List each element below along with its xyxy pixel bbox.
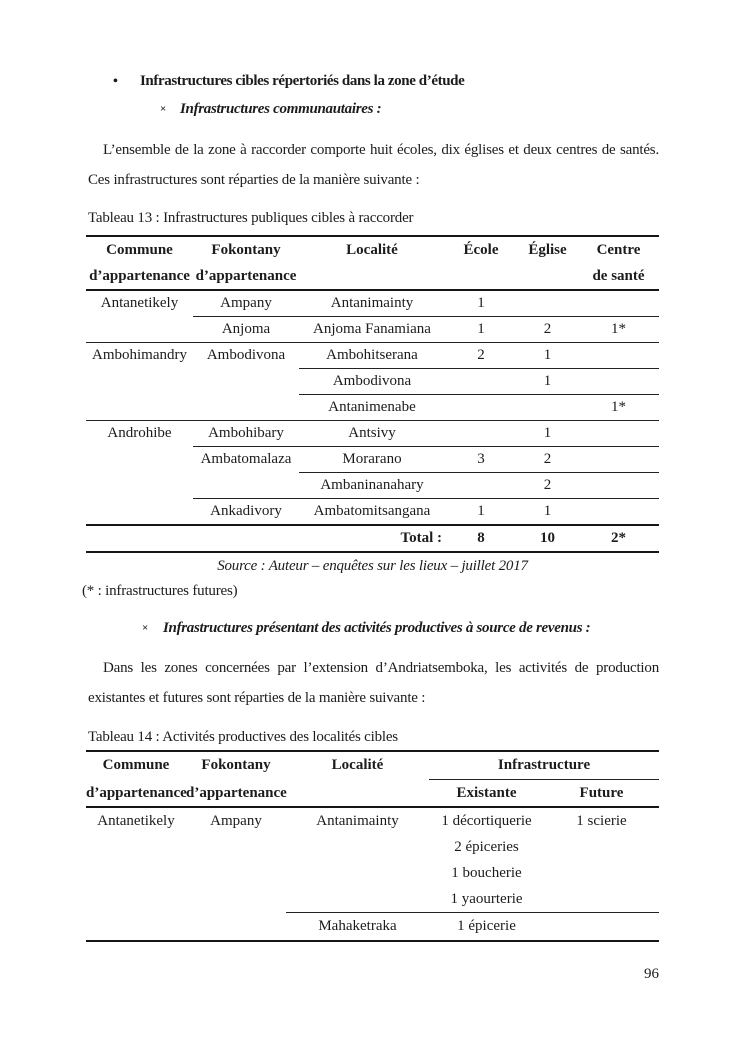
table-cell [186,913,286,942]
cross-bullet-icon: × [160,103,167,115]
table-header-row [86,751,659,780]
table-header-cell: Fokontany d’appartenance [193,236,299,290]
paragraph-1 [88,135,659,195]
table-cell: 1 [517,343,578,369]
table-cell [578,343,659,369]
bullet-heading [113,71,659,92]
table-header-cell: Localité [299,236,445,290]
table-row [86,343,659,369]
table-cell: 2 [517,447,578,473]
table-cell: Antanetikely [97,813,175,829]
table-cell [86,447,193,473]
sub-heading-productives [142,618,659,638]
table-cell: Antsivy [299,421,445,447]
table-cell [445,421,517,447]
table-row [86,395,659,421]
table-cell [578,473,659,499]
sub-heading-communautaires [160,99,659,119]
table-cell [193,369,299,395]
table-row [86,369,659,395]
table-cell: 1 [543,503,552,519]
table-cell: 2 [517,473,578,499]
page-number: 96 [644,966,659,982]
table-header-cell: Église [517,236,578,290]
table-13-caption: Tableau 13 : Infrastructures publiques cibles à raccorder [88,210,414,226]
table-cell: 1* [578,317,659,343]
bullet-heading-text: Infrastructures cibles répertoriés dans la zone d’étude [140,73,465,89]
table-row [86,913,659,942]
paragraph-line: existantes et futures sont réparties de la manière suivante : [88,690,426,706]
table-header-cell: Localité [286,751,429,780]
table-cell [86,317,193,343]
total-label: Total : [86,525,445,552]
table-header-cell: Commune d’appartenance [86,236,193,290]
table-cell: Morarano [299,447,445,473]
table-cell: 2 [445,343,517,369]
table-cell [86,913,186,942]
total-value: 8 [445,525,517,552]
table-cell: Ambatomalaza [200,451,292,468]
table-cell [578,290,659,317]
table-cell: Ampany [210,813,262,829]
table-cell: Ambohimandry [92,347,187,364]
table-cell [86,369,193,395]
table-cell: Ambaninanahary [299,473,445,499]
table-cell [86,499,193,526]
paragraph-line: Ces infrastructures sont réparties de la manière suivante : [88,172,420,188]
table-cell: Ambodivona [206,347,286,364]
table-header-row [86,780,659,808]
table-row [86,290,659,317]
table-cell [578,447,659,473]
table-cell [86,473,193,499]
table-cell: 2 [517,317,578,343]
table-cell: 1 [517,421,578,447]
table-cell: 1 [445,290,517,317]
table-cell: Ambohitserana [299,343,445,369]
table-13-source: Source : Auteur – enquêtes sur les lieux – juillet 2017 [217,558,528,574]
table-row [86,473,659,499]
table-cell: 1 scierie [544,807,659,913]
table-cell: 3 [445,447,517,473]
table-header-cell: École [445,236,517,290]
sub-heading-text: Infrastructures présentant des activités productives à source de revenus : [163,620,591,636]
table-cell: 1 [517,369,578,395]
table-header-cell [286,780,429,808]
table-header-row [86,236,659,290]
table-cell: Antanimainty [286,807,429,913]
table-cell: 1* [578,395,659,421]
table-cell: 1 épicerie [429,913,544,942]
table-cell: Ambatomitsangana [313,503,431,519]
table-row [86,499,659,526]
table-row [86,807,659,913]
table-row [86,421,659,447]
total-value: 2* [578,525,659,552]
table-cell [445,473,517,499]
table-13-body [86,290,659,552]
table-cell: Antanetikely [100,295,179,312]
sub-heading-text: Infrastructures communautaires : [180,101,382,117]
bullet-icon: • [113,74,118,89]
table-cell: 1 [445,317,517,343]
table-cell: Ambodivona [299,369,445,395]
table-cell [445,369,517,395]
table-header-cell: Fokontany [186,751,286,780]
table-cell [517,395,578,421]
table-13-header [86,236,659,290]
table-cell: Ankadivory [210,503,282,519]
footnote: (* : infrastructures futures) [82,583,238,599]
table-cell: 1 [477,503,485,519]
table-header-cell: d’appartenance [86,780,186,808]
table-header-cell: Commune [86,751,186,780]
table-header-cell: Future [544,780,659,808]
table-cell: Anjoma [193,317,299,343]
table-cell: Ambohibary [193,421,299,447]
table-cell: Antanimenabe [299,395,445,421]
table-header-cell: Existante [429,780,544,808]
table-cell: Antanimainty [299,290,445,317]
table-cell: Mahaketraka [286,913,429,942]
table-cell [517,290,578,317]
table-header-cell: Centre de santé [578,236,659,290]
table-total-row [86,525,659,552]
table-cell: Ampany [193,290,299,317]
total-value: 10 [517,525,578,552]
paragraph-line: Dans les zones concernées par l’extension d’Andriatsemboka, les activités de production [103,660,659,676]
table-cell [578,499,659,526]
table-cell [193,395,299,421]
table-cell: Anjoma Fanamiana [299,317,445,343]
table-cell [86,395,193,421]
table-cell [445,395,517,421]
table-row [86,447,659,473]
table-cell: 1 décortiquerie 2 épiceries 1 boucherie 1 yaourterie [429,807,544,913]
table-row [86,317,659,343]
table-cell [578,421,659,447]
table-cell: Androhibe [107,425,172,442]
paragraph-2 [88,653,659,713]
table-14-header [86,751,659,807]
table-14-caption: Tableau 14 : Activités productives des localités cibles [88,729,398,745]
table-header-group-cell: Infrastructure [429,751,659,780]
table-header-cell: d’appartenance [186,780,286,808]
table-cell [578,369,659,395]
table-13 [86,235,659,553]
paragraph-line: L’ensemble de la zone à raccorder comporte huit écoles, dix églises et deux centres de santés. [103,142,659,158]
table-cell [544,913,659,942]
table-14-body [86,807,659,941]
table-14 [86,750,659,942]
cross-bullet-icon: × [142,622,149,634]
table-cell [193,473,299,499]
